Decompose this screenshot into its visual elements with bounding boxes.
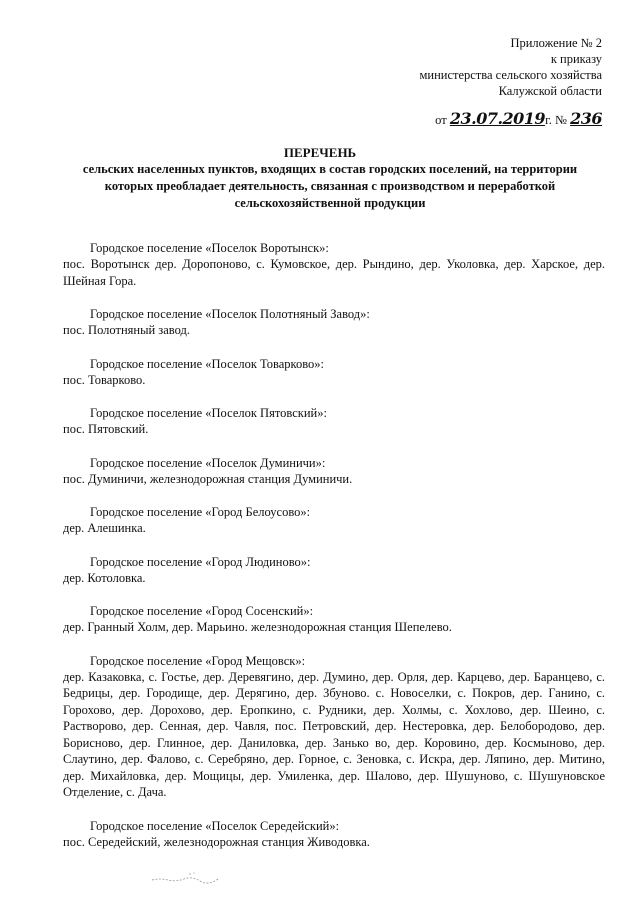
section-title: Городское поселение «Поселок Воротынск»:	[90, 241, 329, 255]
section-title: Городское поселение «Поселок Полотняный Завод»:	[90, 307, 370, 321]
document-subtitle: сельских населенных пунктов, входящих в состав городских поселений, на территории которых преобладает деятельность, связанная с производством и переработкой сельскохозяйственной продукции	[82, 162, 578, 210]
section-title: Городское поселение «Поселок Пятовский»:	[90, 406, 327, 420]
settlement-section	[63, 455, 605, 488]
settlement-section	[63, 306, 605, 339]
section-title: Городское поселение «Город Белоусово»:	[90, 505, 311, 519]
section-title: Городское поселение «Город Сосенский»:	[90, 604, 314, 618]
section-title: Городское поселение «Поселок Думиничи»:	[90, 455, 326, 470]
settlement-list	[63, 240, 605, 867]
appendix-line-4: Калужской области	[498, 84, 602, 98]
appendix-line-1: Приложение № 2	[510, 36, 602, 50]
order-prefix: от	[435, 113, 447, 127]
order-number-handwritten: 236	[570, 109, 602, 128]
section-text: дер. Гранный Холм, дер. Марьино. железнодорожная станция Шепелево.	[63, 620, 452, 634]
section-text: пос. Товарково.	[63, 372, 146, 387]
appendix-line-3: министерства сельского хозяйства	[419, 68, 602, 82]
section-text: дер. Алешинка.	[63, 521, 146, 535]
settlement-section	[63, 405, 605, 438]
order-date-handwritten: 23.07.2019	[449, 109, 546, 128]
section-title: Городское поселение «Город Мещовск»:	[90, 653, 306, 668]
section-title: Городское поселение «Поселок Товарково»:	[90, 356, 325, 371]
order-date-number	[435, 109, 602, 128]
section-text: дер. Казаковка, с. Гостье, дер. Деревягино, дер. Думино, дер. Орля, дер. Карцево, дер. Баранцево, с. Бедрицы, дер. Городище, дер. Дерягино, дер. Збуново. с. Новоселки, с. Покров, дер. Ганино, с. Горохово, дер. Дорохово, дер. Еропкино, с. Рудники, дер. Холмы, с. Хохлово, дер. Шеино, с. Растворово, дер. Сенная, дер. Чавля, пос. Петровский, дер. Нестеровка, дер. Белобородово, дер. Борисново, дер. Глинное, дер. Даниловка, дер. Занько во, дер. Коровино, дер. Космыново, дер. Слаутино, дер. Фалово, с. Серебряно, дер. Горное, с. Зеновка, с. Искра, дер. Ляпино, дер. Митино, дер. Михайловка, дер. Мощицы, дер. Умиленка, дер. Шалово, дер. Шушуново, с. Шушуновское Отделение, с. Дача.	[63, 669, 605, 799]
section-text: пос. Воротынск дер. Доропоново, с. Кумовское, дер. Рындино, дер. Уколовка, дер. Харское, дер. Шейная Гора.	[63, 257, 605, 288]
scan-noise-mark	[150, 870, 220, 884]
section-title: Городское поселение «Поселок Середейский»:	[90, 818, 340, 833]
appendix-line-2: к приказу	[550, 52, 602, 66]
settlement-section	[63, 240, 605, 289]
settlement-section	[63, 504, 605, 537]
section-text: пос. Думиничи, железнодорожная станция Думиничи.	[63, 471, 353, 486]
section-text: пос. Пятовский.	[63, 422, 149, 436]
section-text: пос. Середейский, железнодорожная станция Живодовка.	[63, 834, 370, 849]
settlement-section	[63, 818, 605, 851]
section-title: Городское поселение «Город Людиново»:	[90, 554, 311, 569]
settlement-section	[63, 653, 605, 801]
appendix-block	[419, 35, 602, 99]
document-title: ПЕРЕЧЕНЬ	[283, 145, 357, 160]
settlement-section	[63, 603, 605, 636]
section-text: дер. Котоловка.	[63, 570, 146, 585]
settlement-section	[63, 554, 605, 587]
order-mid: г. №	[545, 113, 567, 127]
section-text: пос. Полотняный завод.	[63, 323, 190, 337]
settlement-section	[63, 356, 605, 389]
